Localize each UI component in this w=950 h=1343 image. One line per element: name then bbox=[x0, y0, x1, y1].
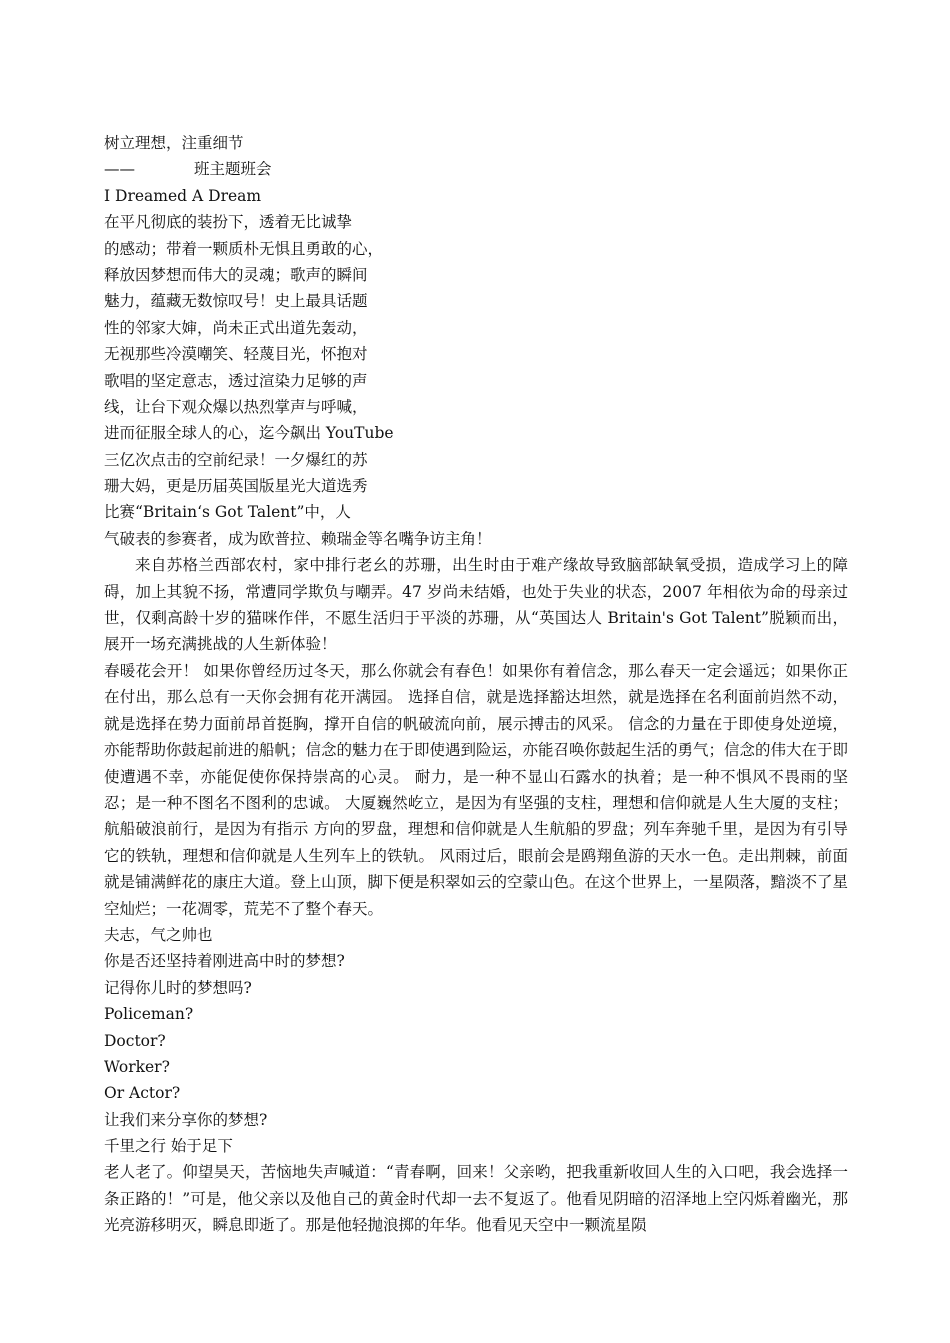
document-title: 树立理想，注重细节 bbox=[104, 134, 244, 152]
old-man-paragraph: 老人老了。仰望昊天，苦恼地失声喊道：“青春啊，回来！父亲哟，把我重新收回人生的入口吧，我会选择一条正路的！”可是，他父亲以及他自己的黄金时代却一去不复返了。他看见阴暗的沼泽地上空闪烁着幽光，那光亮游移明灭，瞬息即逝了。那是他轻抛浪掷的年华。他看见天空中一颗流星陨 bbox=[104, 1163, 848, 1235]
section-line: 让我们来分享你的梦想? bbox=[104, 1110, 268, 1129]
intro-line: 气破表的参赛者，成为欧普拉、赖瑞金等名嘴争访主角！ bbox=[104, 529, 492, 548]
section-line: Or Actor? bbox=[104, 1084, 181, 1103]
spring-paragraph: 春暖花会开！ 如果你曾经历过冬天，那么你就会有春色！如果你有着信念，那么春天一定会遥远；如果你正在付出，那么总有一天你会拥有花开满园。 选择自信，就是选择豁达坦然，就是选择在名利面前岿然不动，就是选择在势力面前昂首挺胸，撑开自信的帆破流向前，展示搏击的风采。 信念的力量在于即使身处逆境，亦能帮助你鼓起前进的船帆；信念的魅力在于即使遇到险运，亦能召唤你鼓起生活的勇气；信念的伟大在于即使遭遇不幸，亦能促使你保持崇高的心灵。 耐力，是一种不显山石露水的执着；是一种不惧风不畏雨的坚忍；是一种不图名不图利的忠诚。 大厦巍然屹立，是因为有坚强的支柱，理想和信仰就是人生大厦的支柱；航船破浪前行，是因为有指示 方向的罗盘，理想和信仰就是人生航船的罗盘；列车奔驰千里，是因为有引导它的铁轨，理想和信仰就是人生列车上的铁轨。 风雨过后，眼前会是鸥翔鱼游的天水一色。走出荆棘，前面就是铺满鲜花的康庄大道。登上山顶，脚下便是积翠如云的空蒙山色。在这个世界上，一星陨落，黯淡不了星空灿烂；一花凋零，荒芜不了整个春天。 bbox=[104, 661, 849, 918]
section-line: Worker? bbox=[104, 1057, 170, 1076]
intro-line: 三亿次点击的空前纪录！一夕爆红的苏 bbox=[104, 450, 368, 469]
section-line: 夫志，气之帅也 bbox=[104, 925, 213, 944]
intro-block bbox=[104, 209, 848, 552]
intro-line: 魅力，蕴藏无数惊叹号！史上最具话题 bbox=[104, 292, 368, 311]
song-title: I Dreamed A Dream bbox=[104, 186, 262, 205]
document-page bbox=[104, 130, 848, 1239]
dream-section bbox=[104, 922, 848, 1160]
intro-line: 的感动；带着一颗质朴无惧且勇敢的心， bbox=[104, 239, 384, 258]
section-line: Policeman? bbox=[104, 1005, 194, 1024]
intro-line: 比赛“Britain‘s Got Talent”中，人 bbox=[104, 503, 351, 522]
subtitle-dash: —— bbox=[104, 160, 135, 179]
intro-line: 性的邻家大婶，尚未正式出道先轰动， bbox=[104, 318, 368, 337]
intro-line: 无视那些冷漠嘲笑、轻蔑目光，怀抱对 bbox=[104, 345, 368, 364]
intro-line: 在平凡彻底的装扮下，透着无比诚挚 bbox=[104, 213, 353, 232]
document-subtitle bbox=[104, 156, 848, 182]
intro-line: 线，让台下观众爆以热烈掌声与呼喊， bbox=[104, 397, 368, 416]
story-paragraph: 来自苏格兰西部农村，家中排行老幺的苏珊，出生时由于难产缘故导致脑部缺氧受损，造成学习上的障碍，加上其貌不扬，常遭同学欺负与嘲弄。47 岁尚未结婚，也处于失业的状态，2007 年相依为命的母亲过世，仅剩高龄十岁的猫咪作伴，不愿生活归于平淡的苏珊，从“英国达人 Britain's Got Talent”脱颖而出，展开一场充满挑战的人生新体验！ bbox=[104, 556, 848, 654]
section-line: 千里之行 始于足下 bbox=[104, 1137, 233, 1156]
section-line: Doctor? bbox=[104, 1031, 166, 1050]
intro-line: 歌唱的坚定意志，透过渲染力足够的声 bbox=[104, 371, 368, 390]
subtitle-text: 班主题班会 bbox=[194, 160, 272, 179]
intro-line: 释放因梦想而伟大的灵魂；歌声的瞬间 bbox=[104, 265, 368, 284]
intro-line: 珊大妈，更是历届英国版星光大道选秀 bbox=[104, 477, 368, 496]
intro-line: 进而征服全球人的心，迄今飙出 YouTube bbox=[104, 424, 394, 443]
section-line: 记得你儿时的梦想吗? bbox=[104, 978, 252, 997]
section-line: 你是否还坚持着刚进高中时的梦想? bbox=[104, 952, 345, 971]
